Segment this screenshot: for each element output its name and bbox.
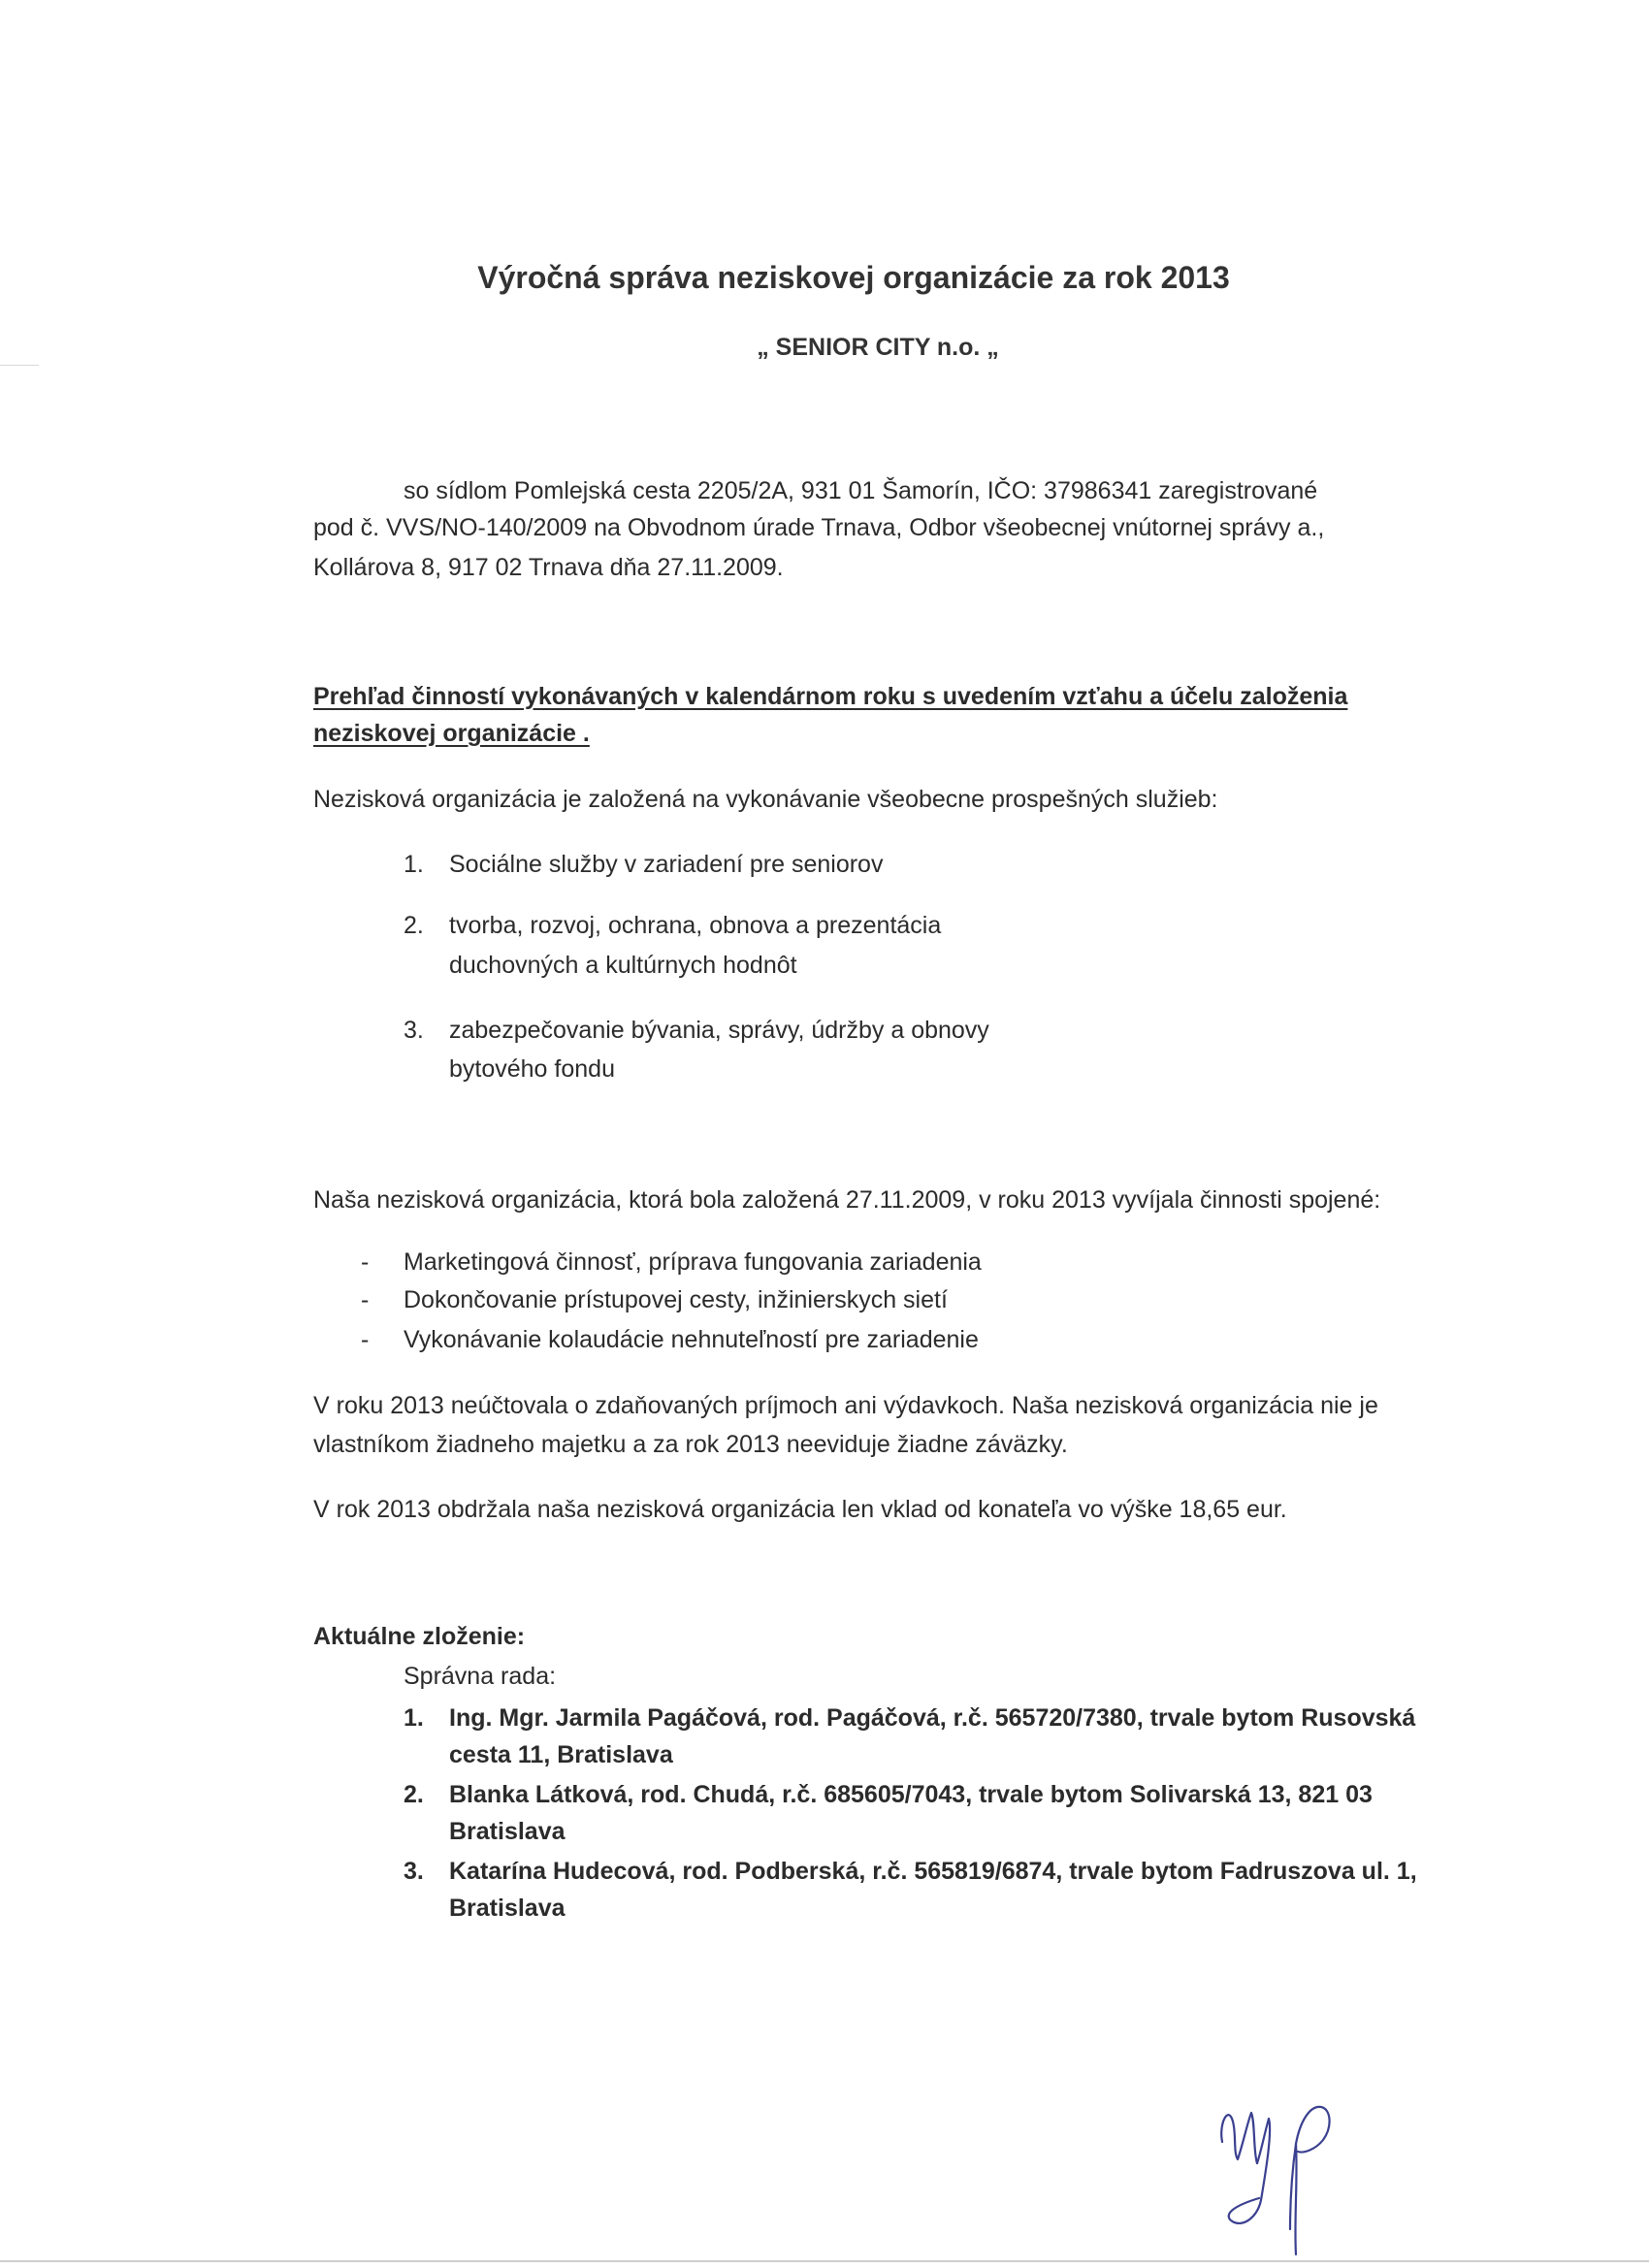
board-label: Správna rada:: [404, 1663, 557, 1690]
service-number: 3.: [404, 1017, 424, 1044]
activity-dash: -: [361, 1248, 370, 1276]
intro-line-3: Kollárova 8, 917 02 Trnava dňa 27.11.2009.: [313, 554, 784, 581]
member-number: 2.: [404, 1781, 424, 1808]
activity-dash: -: [361, 1326, 370, 1353]
activity-item: Vykonávanie kolaudácie nehnuteľností pre zariadenie: [404, 1326, 979, 1353]
page-edge: [0, 2260, 1649, 2262]
member-line-2: Bratislava: [449, 1895, 566, 1922]
document-title: Výročná správa neziskovej organizácie za rok 2013: [477, 260, 1230, 295]
signature-icon: [1201, 2084, 1356, 2258]
service-item-line-2: duchovných a kultúrnych hodnôt: [449, 952, 797, 979]
composition-heading: Aktuálne zloženie:: [313, 1623, 526, 1650]
activity-item: Marketingová činnosť, príprava fungovania zariadenia: [404, 1248, 982, 1276]
activities-intro: Naša nezisková organizácia, ktorá bola založená 27.11.2009, v roku 2013 vyvíjala činnosti spojené:: [313, 1186, 1381, 1214]
service-item-line-2: bytového fondu: [449, 1055, 615, 1083]
service-item-line-1: zabezpečovanie bývania, správy, údržby a obnovy: [449, 1017, 989, 1044]
intro-line-1: so sídlom Pomlejská cesta 2205/2A, 931 01 Šamorín, IČO: 37986341 zaregistrované: [404, 477, 1318, 504]
member-line-1: Blanka Látková, rod. Chudá, r.č. 685605/7043, trvale bytom Solivarská 13, 821 03: [449, 1781, 1373, 1808]
activity-dash: -: [361, 1286, 370, 1313]
member-line-1: Katarína Hudecová, rod. Podberská, r.č. 565819/6874, trvale bytom Fadruszova ul. 1,: [449, 1858, 1417, 1885]
service-number: 1.: [404, 851, 424, 878]
member-line-1: Ing. Mgr. Jarmila Pagáčová, rod. Pagáčová, r.č. 565720/7380, trvale bytom Rusovská: [449, 1704, 1416, 1732]
organization-name: „ SENIOR CITY n.o. „: [757, 334, 999, 361]
activity-item: Dokončovanie prístupovej cesty, inžinierskych sietí: [404, 1286, 948, 1313]
service-number: 2.: [404, 912, 424, 939]
member-line-2: Bratislava: [449, 1818, 566, 1845]
member-line-2: cesta 11, Bratislava: [449, 1741, 673, 1768]
accounting-line-2: vlastníkom žiadneho majetku a za rok 2013 neeviduje žiadne záväzky.: [313, 1431, 1068, 1458]
intro-line-2: pod č. VVS/NO-140/2009 na Obvodnom úrade Trnava, Odbor všeobecnej vnútornej správy a.,: [313, 514, 1325, 541]
member-number: 3.: [404, 1858, 424, 1885]
accounting-line-1: V roku 2013 neúčtovala o zdaňovaných príjmoch ani výdavkoch. Naša nezisková organizácia nie je: [313, 1392, 1378, 1419]
service-item-line-1: Sociálne služby v zariadení pre seniorov: [449, 851, 884, 878]
service-item-line-1: tvorba, rozvoj, ochrana, obnova a prezentácia: [449, 912, 942, 939]
deposit-statement: V rok 2013 obdržala naša nezisková organizácia len vklad od konateľa vo výške 18,65 eur.: [313, 1496, 1287, 1523]
services-intro: Nezisková organizácia je založená na vykonávanie všeobecne prospešných služieb:: [313, 786, 1218, 813]
member-number: 1.: [404, 1704, 424, 1732]
section-heading-line-2: neziskovej organizácie .: [313, 720, 590, 747]
scan-mark: [0, 365, 39, 366]
section-heading-line-1: Prehľad činností vykonávaných v kalendárnom roku s uvedením vzťahu a účelu založenia: [313, 683, 1348, 710]
